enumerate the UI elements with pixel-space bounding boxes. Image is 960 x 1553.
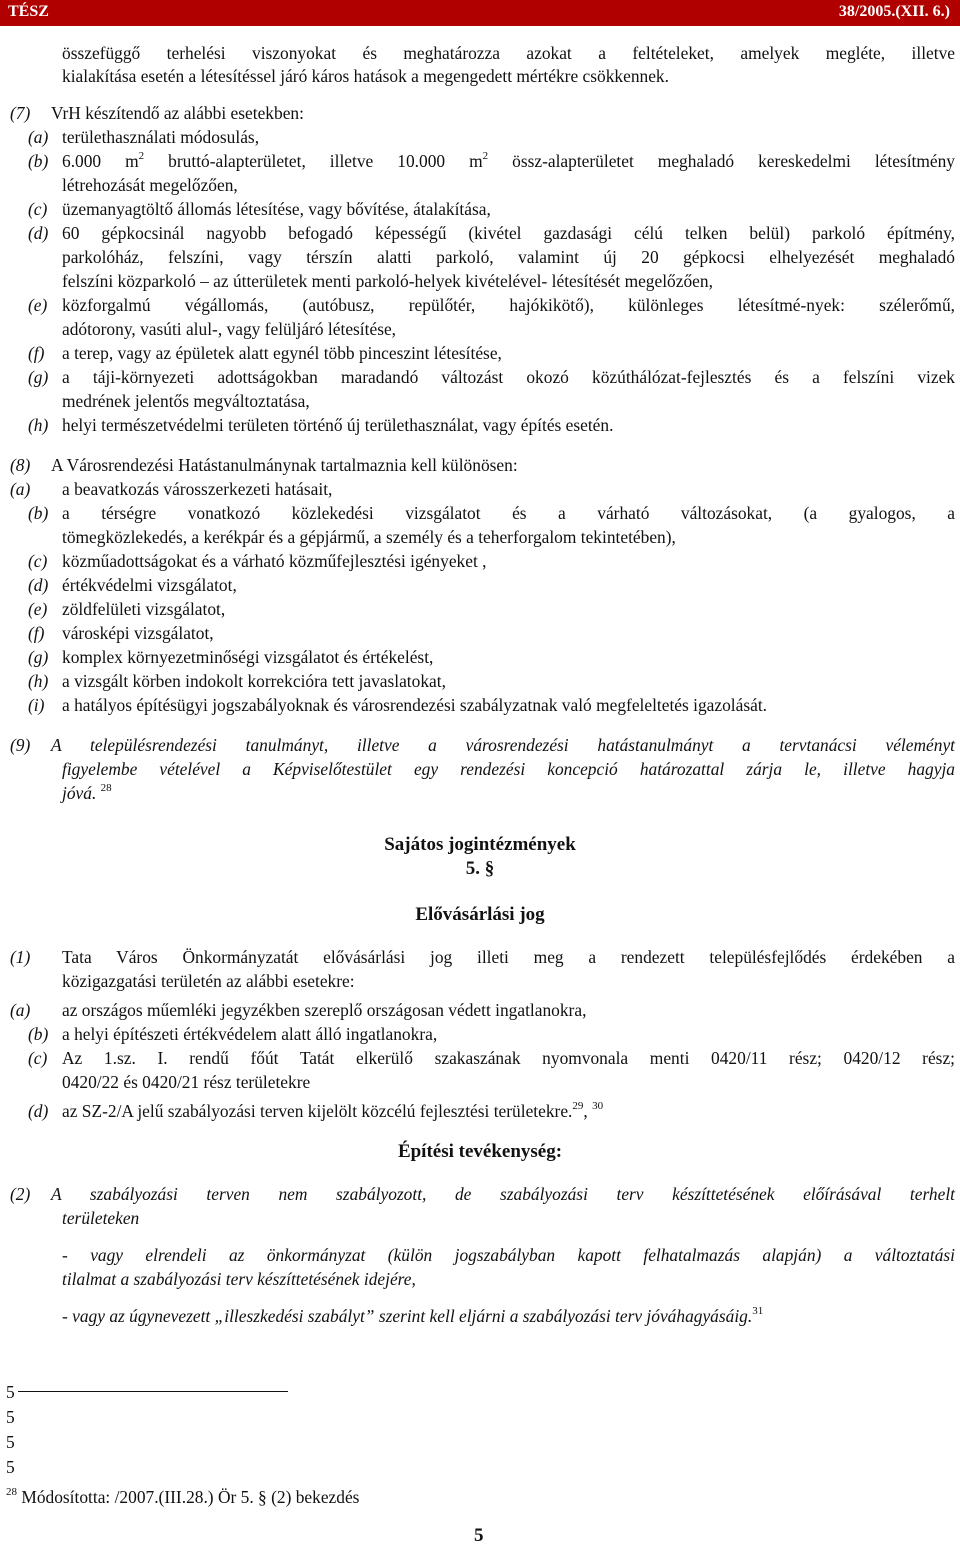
p7-d-line-1: 60 gépkocsinál nagyobb befogadó képességű (kivétel gazdasági célú telken belül) parkoló építmény, xyxy=(62,223,955,243)
p7-number: (7) xyxy=(10,103,31,123)
epitesi-title: Építési tevékenység: xyxy=(397,1141,563,1162)
p7-b-label: (b) xyxy=(28,151,49,171)
footnote-text: Módosította: /2007.(III.28.) Ör 5. § (2) bekezdés xyxy=(21,1487,360,1507)
s5-p1-line-1: Tata Város Önkormányzatát elővásárlási jog illeti meg a rendezett településfejlődés érdekében a xyxy=(62,947,955,967)
s5-p1-line-2: közigazgatási területén az alábbi esetekre: xyxy=(62,971,355,991)
p8-h-text: a vizsgált körben indokolt korrekcióra tett javaslatokat, xyxy=(62,671,446,691)
p8-b-line-1: a térségre vonatkozó közlekedési vizsgálatot és a várható változásokat, (a gyalogos, a xyxy=(62,503,955,523)
footnote-ref-separator: , xyxy=(583,1101,593,1121)
p7-e-line-2: adótorony, vasúti alul-, vagy felüljáró létesítése, xyxy=(62,319,397,339)
p7-d-label: (d) xyxy=(28,223,49,243)
s5-p1-b-label: (b) xyxy=(28,1024,49,1044)
p8-f-label: (f) xyxy=(28,623,45,643)
p9-line-2: figyelembe vételével a Képviselőtestület egy rendezési koncepció határozattal zárja le, illetve hagyja xyxy=(62,759,955,779)
s5-p1-a-text: az országos műemléki jegyzékben szereplő országosan védett ingatlanokra, xyxy=(62,1000,587,1020)
p7-g-line-2: medrének jelentős megváltoztatása, xyxy=(62,391,310,411)
p8-text: A Városrendezési Hatástanulmánynak tartalmaznia kell különösen: xyxy=(51,455,518,475)
page-header xyxy=(0,0,960,26)
footnote-mark: 5 xyxy=(6,1432,15,1452)
p7-g-line-1: a táji-környezeti adottságokban maradandó változást okozó közúthálózat-fejlesztés és a felszíni vizek xyxy=(62,367,955,387)
p9-footnote-ref: 28 xyxy=(100,782,112,794)
epitesi-dash-1-line-2: tilalmat a szabályozási terv készíttetésének idejére, xyxy=(62,1269,416,1289)
s6-line-1: összefüggő terhelési viszonyokat és meghatározza azokat a feltételeket, amelyek megléte, illetve xyxy=(62,43,955,63)
s5-p1-d-text: az SZ-2/A jelű szabályozási terven kijelölt közcélú fejlesztési területekre. xyxy=(62,1101,573,1121)
s6-line-2: kialakítása esetén a létesítéssel járó káros hatások a megengedett mértékre csökkennek. xyxy=(62,66,669,86)
header-right: 38/2005.(XII. 6.) xyxy=(838,3,950,20)
p7-e-line-1: közforgalmú végállomás, (autóbusz, repülőtér, hajókikötő), különleges létesítmé-nyek: szélerőmű, xyxy=(62,295,955,315)
footnote-ref-30: 30 xyxy=(592,1100,604,1112)
section-number-text: 5. xyxy=(465,858,480,879)
p7-h-text: helyi természetvédelmi területen történő új területhasználat, vagy építés esetén. xyxy=(62,415,614,435)
p7-b-t1: 6.000 m xyxy=(62,151,139,171)
epitesi-line-2: területeken xyxy=(62,1208,140,1228)
p8-a-text: a beavatkozás városszerkezeti hatásait, xyxy=(62,479,333,499)
p8-c-label: (c) xyxy=(28,551,48,571)
s5-p1-a-label: (a) xyxy=(10,1000,31,1020)
section-title: Sajátos jogintézmények xyxy=(384,834,576,855)
p7-b-sup1: 2 xyxy=(138,150,145,162)
p7-h-label: (h) xyxy=(28,415,49,435)
p9-number: (9) xyxy=(10,735,31,755)
p8-g-label: (g) xyxy=(28,647,49,667)
s5-p1-c-label: (c) xyxy=(28,1048,48,1068)
p7-b-line-1 xyxy=(62,151,955,171)
section-number xyxy=(0,858,960,880)
p8-f-text: városképi vizsgálatot, xyxy=(62,623,214,643)
p7-c-label: (c) xyxy=(28,199,48,219)
footnote-ref-29: 29 xyxy=(572,1100,584,1112)
p7-b-line-2: létrehozását megelőzően, xyxy=(62,175,238,195)
p8-i-text: a hatályos építésügyi jogszabályoknak és városrendezési szabályzatnak való megfeleltetés igazolását. xyxy=(62,695,768,715)
p7-d-line-3: felszíni közparkoló – az útterületek menti parkoló-helyek kivételével- létesítését megelőzően, xyxy=(62,271,713,291)
section-sign-icon: § xyxy=(484,858,495,879)
p7-b-t3: össz-alapterületet meghaladó kereskedelmi létesítmény xyxy=(488,151,955,171)
footnote-rule xyxy=(18,1391,288,1392)
s5-p1-d-label: (d) xyxy=(28,1101,49,1121)
footnote-number: 28 xyxy=(6,1486,17,1498)
footnote-ref-31: 31 xyxy=(752,1305,764,1317)
p7-f-label: (f) xyxy=(28,343,45,363)
epitesi-number: (2) xyxy=(10,1184,31,1204)
footnote-28 xyxy=(6,1487,359,1507)
p8-e-label: (e) xyxy=(28,599,48,619)
p8-d-text: értékvédelmi vizsgálatot, xyxy=(62,575,237,595)
p7-b-t2: bruttó-alapterületet, illetve 10.000 m xyxy=(144,151,483,171)
p7-text: VrH készítendő az alábbi esetekben: xyxy=(51,103,304,123)
s5-p1-c-line-2: 0420/22 és 0420/21 rész területekre xyxy=(62,1072,311,1092)
epitesi-dash-1-line-1: - vagy elrendeli az önkormányzat (külön jogszabályban kapott felhatalmazás alapján) a változtatási xyxy=(62,1245,955,1265)
s5-p1-b-text: a helyi építészeti értékvédelem alatt álló ingatlanokra, xyxy=(62,1024,438,1044)
p8-b-label: (b) xyxy=(28,503,49,523)
p7-a-label: (a) xyxy=(28,127,49,147)
p9-line-3 xyxy=(62,783,112,803)
p8-d-label: (d) xyxy=(28,575,49,595)
p8-e-text: zöldfelületi vizsgálatot, xyxy=(62,599,226,619)
section-subtitle: Elővásárlási jog xyxy=(415,904,545,925)
p8-i-label: (i) xyxy=(28,695,45,715)
p7-d-line-2: parkolóház, felszíni, vagy térszín alatti parkoló, valamint új 20 gépkocsi elhelyezését meghaladó xyxy=(62,247,955,267)
s5-p1-d-line xyxy=(62,1101,603,1121)
p8-h-label: (h) xyxy=(28,671,49,691)
s5-p1-c-line-1: Az 1.sz. I. rendű főút Tatát elkerülő szakaszának nyomvonala menti 0420/11 rész; 0420/12 rész; xyxy=(62,1048,955,1068)
footnote-mark: 5 xyxy=(6,1407,15,1427)
p7-c-text: üzemanyagtöltő állomás létesítése, vagy bővítése, átalakítása, xyxy=(62,199,491,219)
p9-line-3-text: jóvá. xyxy=(62,783,97,803)
epitesi-dash-2-text: - vagy az úgynevezett „illeszkedési szabályt” szerint kell eljárni a szabályozási terv jóváhagyásáig. xyxy=(62,1306,753,1326)
p9-line-1: A településrendezési tanulmányt, illetve a városrendezési hatástanulmányt a tervtanácsi véleményt xyxy=(51,735,955,755)
p7-e-label: (e) xyxy=(28,295,48,315)
p8-b-line-2: tömegközlekedés, a kerékpár és a gépjármű, a személy és a teherforgalom tekintetében), xyxy=(62,527,676,547)
p8-number: (8) xyxy=(10,455,31,475)
epitesi-line-1: A szabályozási terven nem szabályozott, de szabályozási terv készíttetésének előírásával terhelt xyxy=(51,1184,955,1204)
p7-a-text: területhasználati módosulás, xyxy=(62,127,260,147)
p8-g-text: komplex környezetminőségi vizsgálatot és értékelést, xyxy=(62,647,434,667)
p7-g-label: (g) xyxy=(28,367,49,387)
p8-a-label: (a) xyxy=(10,479,31,499)
p7-b-sup2: 2 xyxy=(482,150,489,162)
footnote-mark: 5 xyxy=(6,1382,15,1402)
header-left: TÉSZ xyxy=(8,3,49,20)
p8-c-text: közműadottságokat és a várható közműfejlesztési igényeket , xyxy=(62,551,487,571)
p7-f-text: a terep, vagy az épületek alatt egynél több pinceszint létesítése, xyxy=(62,343,502,363)
page-number: 5 xyxy=(474,1525,484,1546)
s5-p1-number: (1) xyxy=(10,947,31,967)
epitesi-dash-2 xyxy=(62,1306,763,1326)
footnote-mark: 5 xyxy=(6,1457,15,1477)
